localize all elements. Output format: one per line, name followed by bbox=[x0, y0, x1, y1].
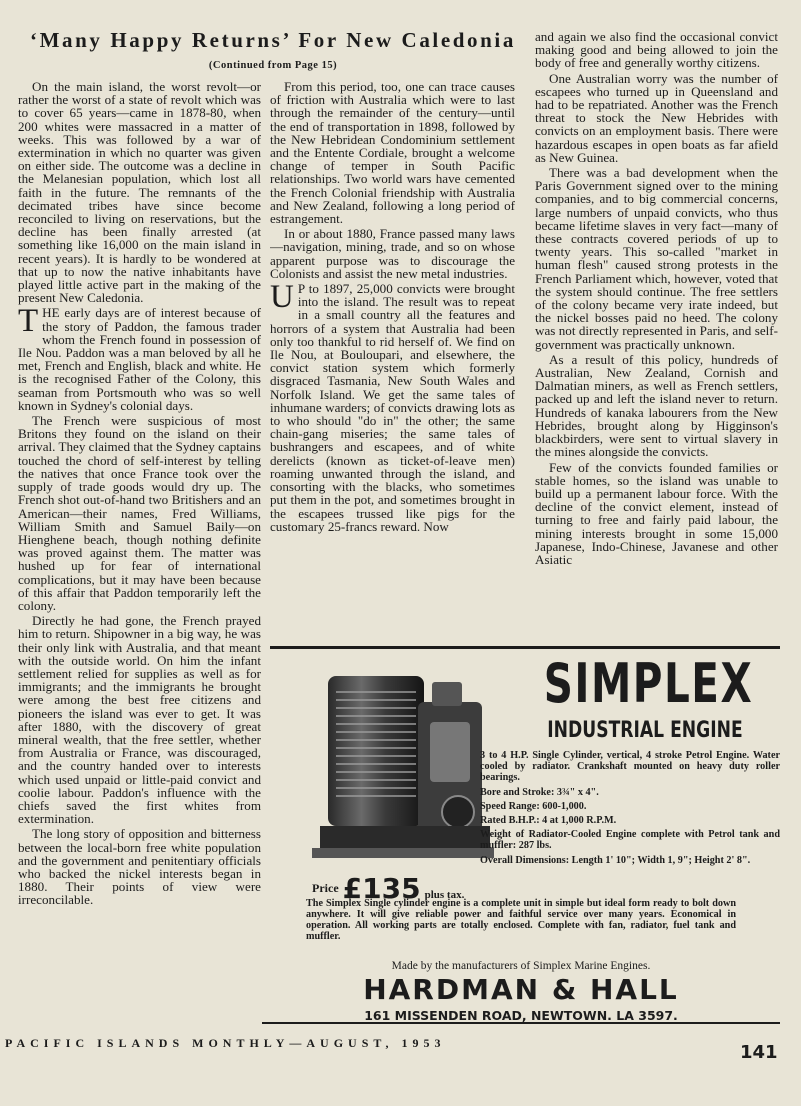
spec-line: Bore and Stroke: 3¾" x 4". bbox=[480, 786, 599, 798]
engine-illustration bbox=[308, 662, 498, 872]
ad-description: The Simplex Single cylinder engine is a complete unit in simple but ideal form ready to bolt down anywhere. It will give reliable power and faithful service over many years. Economical in operation. All working parts are totally enclosed. Complete with fan, radiator, fuel tank and muffler. bbox=[306, 898, 736, 942]
paragraph: and again we also find the occasional convict making good and being allowed to join the body of free and generally worthy citizens. bbox=[535, 30, 778, 71]
article-column-1 bbox=[18, 80, 261, 1020]
ad-maker-line: Made by the manufacturers of Simplex Marine Engines. bbox=[391, 960, 651, 972]
spec-line: Overall Dimensions: Length 1' 10"; Width 1, 9"; Height 2' 8". bbox=[480, 854, 751, 866]
paragraph: In or about 1880, France passed many laws—navigation, mining, trade, and so on whose apparent purpose was to discourage the Colonists and assist the new metal industries. bbox=[270, 226, 515, 281]
simplex-advertisement bbox=[300, 652, 780, 1030]
ad-brand-name: SIMPLEX bbox=[543, 652, 754, 715]
paragraph: THE early days are of interest because of the story of Paddon, the famous trader whom the French found in possession of Ile Nou. Paddon was a man beloved by all he met, French and English, black and white. He is the recognised Father of the Colony, this seaman from Portsmouth who was so well known in Sydney's colonial days. bbox=[18, 303, 261, 413]
spec-line: 3 to 4 H.P. Single Cylinder, vertical, 4 stroke Petrol Engine. Water cooled by radiator. Crankshaft mounted on heavy duty roller bearings. bbox=[480, 750, 780, 784]
price-label: Price bbox=[312, 881, 339, 895]
paragraph: The French were suspicious of most Britons they found on the island on their arrival. They claimed that the Sydney captains touched the chord of self-interest by telling the natives that once France took over the supply of trade goods would dry up. The French shot out-of-hand two Britishers and an American—their names, Fred Williams, William Smith and Samuel Baily—on Hienghene beach, though nothing definite was proved against them. The matter was hushed up for fear of international complications, but it may have been because of this affair that Paddon temporarily left the colony. bbox=[18, 413, 261, 613]
paragraph: UP to 1897, 25,000 convicts were brought into the island. The result was to repeat in a small country all the features and horrors of a system that Australia had been only too thankful to rid herself of. We find on Ile Nou, at Bouloupari, and elsewhere, the convict station system which formerly disgraced Tasmania, New South Wales and Norfolk Island. We get the same tales of inhumane warders; of convicts drawing lots as to who should "do in" the other; the same chain-gang miseries; the same tales of bushrangers and escapees, and of white derelicts (known as ticket-of-leave men) roaming unwanted through the island, and consorting with the blacks, who sometimes put them in the pot, and sometimes brought in the escapees trussed like pigs for the customary 25-francs reward. Now bbox=[270, 279, 515, 534]
spec-line: Weight of Radiator-Cooled Engine complete with Petrol tank and muffler: 287 lbs. bbox=[480, 829, 780, 852]
paragraph: One Australian worry was the number of escapees who turned up in Queensland and had to be repatriated. Another was the French threat to stock the New Hebrides with convicts on an employment basis. There were hazardous escapes in open boats as far afield as New Guinea. bbox=[535, 70, 778, 165]
spec-line: Speed Range: 600-1,000. bbox=[480, 800, 587, 812]
footer-publication: PACIFIC ISLANDS MONTHLY—AUGUST, 1953 bbox=[5, 1036, 446, 1050]
ad-top-rule bbox=[270, 646, 780, 649]
ad-specifications bbox=[480, 750, 780, 869]
paragraph: As a result of this policy, hundreds of Australian, New Zealand, Cornish and Dalmatian miners, as well as French settlers, packed up and left the island never to return. Hundreds of kanaka labourers from the New Hebrides, brought along by Higginson's blackbirders, were sent to virtual slavery in the mines alongside the convicts. bbox=[535, 351, 778, 460]
paragraph: Few of the convicts founded families or stable homes, so the island was unable to build up a permanent labour force. With the decline of the convict element, instead of turning to free and fairly paid labour, the mining interests brought in some 15,000 Japanese, Indo-Chinese, Javanese and other Asiatic bbox=[535, 459, 778, 567]
paragraph: Directly he had gone, the French prayed him to return. Shipowner in a big way, he was their only link with Australia, and that meant with the outside world. On him the infant settlement relied for supplies as well as for immigrants; and the immigrants he brought were among the best free citizens and pioneers the island was ever to get. It was after 1880, with the discovery of great mineral wealth, that the free settler, whether from Australia or France, was discouraged, and the country handed over to interests which used unpaid or little-paid convict and coolie labour. Paddon's influence with the chiefs saved the first whites from extermination. bbox=[18, 613, 261, 827]
price-tax-note: plus tax. bbox=[424, 889, 465, 901]
ad-address: 161 MISSENDEN ROAD, NEWTOWN. LA 3597. bbox=[364, 1008, 678, 1023]
paragraph: There was a bad development when the Paris Government signed over to the mining companies, and to big commercial concerns, large numbers of unpaid convicts, who thus became lifetime slaves in very fact—many of these contracts covered periods of up to twenty years. This so-called "market in human flesh" caused strong protests in the French Parliament which, however, voted that the system should continue. The free settlers of the colony became very irate indeed, but the nickel bosses paid no heed. The colony was not directly represented in Paris, and self-government was practically unknown. bbox=[535, 165, 778, 352]
paragraph: On the main island, the worst revolt—or rather the worst of a state of revolt which was to cover 65 years—came in 1878-80, when 200 whites were massacred in a matter of weeks. This was followed by a war of extermination in which no quarter was given on either side. The outcome was a decline in the Melanesian population, which lost all faith in the future. The remnants of the decimated tribes have since become reconciled to living on reservations, but the decline has been finally arrested (at something like 16,000 on the main island in recent years). It is hardly to be wondered at that up to now the native inhabitants have played little active part in the making of the present New Caledonia. bbox=[18, 80, 261, 306]
paragraph: From this period, too, one can trace causes of friction with Australia which were to last through the remainder of the century—until the end of transportation in 1898, followed by the New Hebridean Condominium settlement and the Entente Cordiale, brought a welcome change of temper in South Pacific relationships. Two world wars have cemented the French Colonial friendship with Australia and New Zealand, following a long period of estrangement. bbox=[270, 80, 515, 227]
spec-line: Rated B.H.P.: 4 at 1,000 R.P.M. bbox=[480, 815, 617, 827]
price-value: £135 bbox=[342, 872, 421, 905]
ad-company-name: HARDMAN & HALL bbox=[363, 973, 679, 1006]
article-headline: ‘Many Happy Returns’ For New Caledonia bbox=[30, 28, 516, 52]
article-column-2 bbox=[270, 80, 515, 640]
continued-note: (Continued from Page 15) bbox=[208, 60, 338, 71]
ad-subtitle: INDUSTRIAL ENGINE bbox=[547, 718, 743, 743]
paragraph: The long story of opposition and bitterness between the local-born free white population and the government and penitentiary officials who backed the nickel interests began in 1880. Their points of view were irreconcilable. bbox=[18, 826, 261, 908]
article-column-3 bbox=[535, 30, 778, 642]
page-number: 141 bbox=[740, 1042, 778, 1063]
